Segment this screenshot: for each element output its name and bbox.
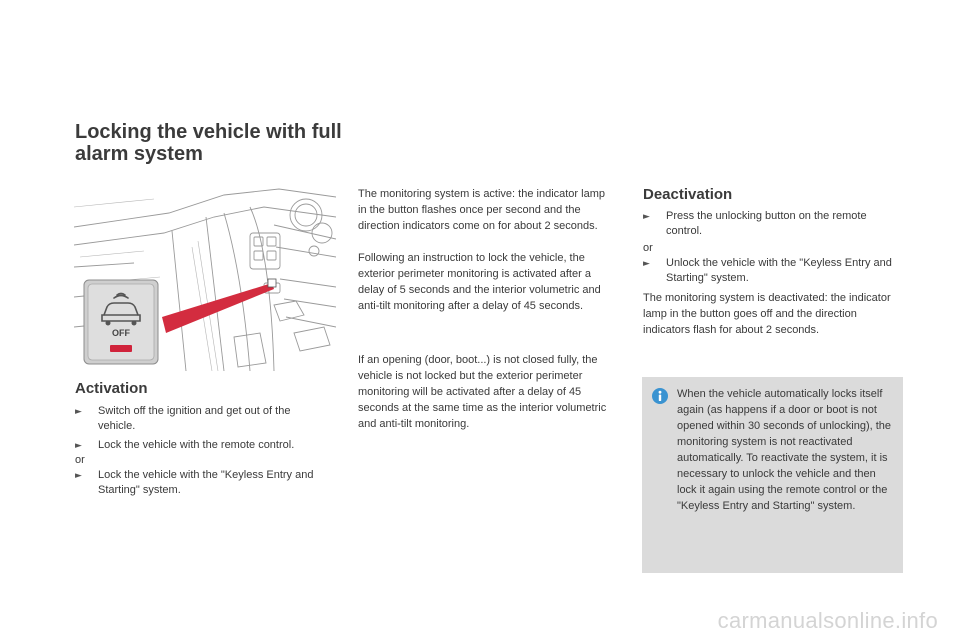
- opening-not-closed-text: If an opening (door, boot...) is not closed fully, the vehicle is not locked but the exterior perimeter monitoring will be activated after a delay of 45 seconds at the same time as the interior volumetric and anti-tilt monitoring.: [358, 354, 607, 430]
- monitoring-active-text: The monitoring system is active: the indicator lamp in the button flashes once per second and the direction indicators come on for about 2 seconds.: [358, 188, 605, 232]
- list-item: [75, 404, 325, 434]
- locking-delay-text: Following an instruction to lock the vehicle, the exterior perimeter monitoring is activated after a delay of 5 seconds and the interior volumetric and anti-tilt monitoring after a delay of 45 seconds.: [358, 252, 601, 312]
- list-item: [75, 438, 325, 453]
- list-item: [643, 256, 899, 286]
- deactivation-step-2: Unlock the vehicle with the "Keyless Entry and Starting" system.: [666, 257, 892, 284]
- deactivation-step-1: Press the unlocking button on the remote control.: [666, 210, 867, 237]
- watermark: carmanualsonline.info: [717, 608, 938, 633]
- bullet-marker: ►: [643, 212, 650, 222]
- bullet-marker: ►: [75, 471, 82, 481]
- deactivation-title: Deactivation: [643, 186, 733, 203]
- bullet-marker: ►: [643, 259, 650, 269]
- deactivation-list: [643, 209, 899, 286]
- info-text: When the vehicle automatically locks itself again (as happens if a door or boot is not opened within 30 seconds of unlocking), the monitoring system is not reactivated automatically. To reactivate the system, it is necessary to unlock the vehicle and then lock it again using the remote control or the "Keyless Entry and Starting" system.: [677, 388, 892, 512]
- off-label: OFF: [112, 328, 130, 338]
- bullet-marker: ►: [75, 407, 82, 417]
- activation-title: Activation: [75, 380, 148, 397]
- deactivated-text: The monitoring system is deactivated: the indicator lamp in the button goes off and the direction indicators flash for about 2 seconds.: [643, 292, 891, 336]
- page-title: Locking the vehicle with full alarm system: [75, 121, 342, 165]
- bullet-marker: ►: [75, 441, 82, 451]
- activation-list: [75, 404, 325, 498]
- activation-step-3: Lock the vehicle with the "Keyless Entry and Starting" system.: [98, 469, 314, 496]
- info-box: [642, 377, 903, 573]
- list-item: [75, 468, 325, 498]
- or-label: or: [643, 242, 653, 254]
- list-item: [643, 209, 899, 239]
- activation-step-2: Lock the vehicle with the remote control.: [98, 439, 295, 451]
- info-icon: [652, 388, 668, 404]
- or-label: or: [75, 454, 85, 466]
- alarm-button-illustration: [74, 187, 336, 371]
- activation-step-1: Switch off the ignition and get out of the vehicle.: [98, 405, 291, 432]
